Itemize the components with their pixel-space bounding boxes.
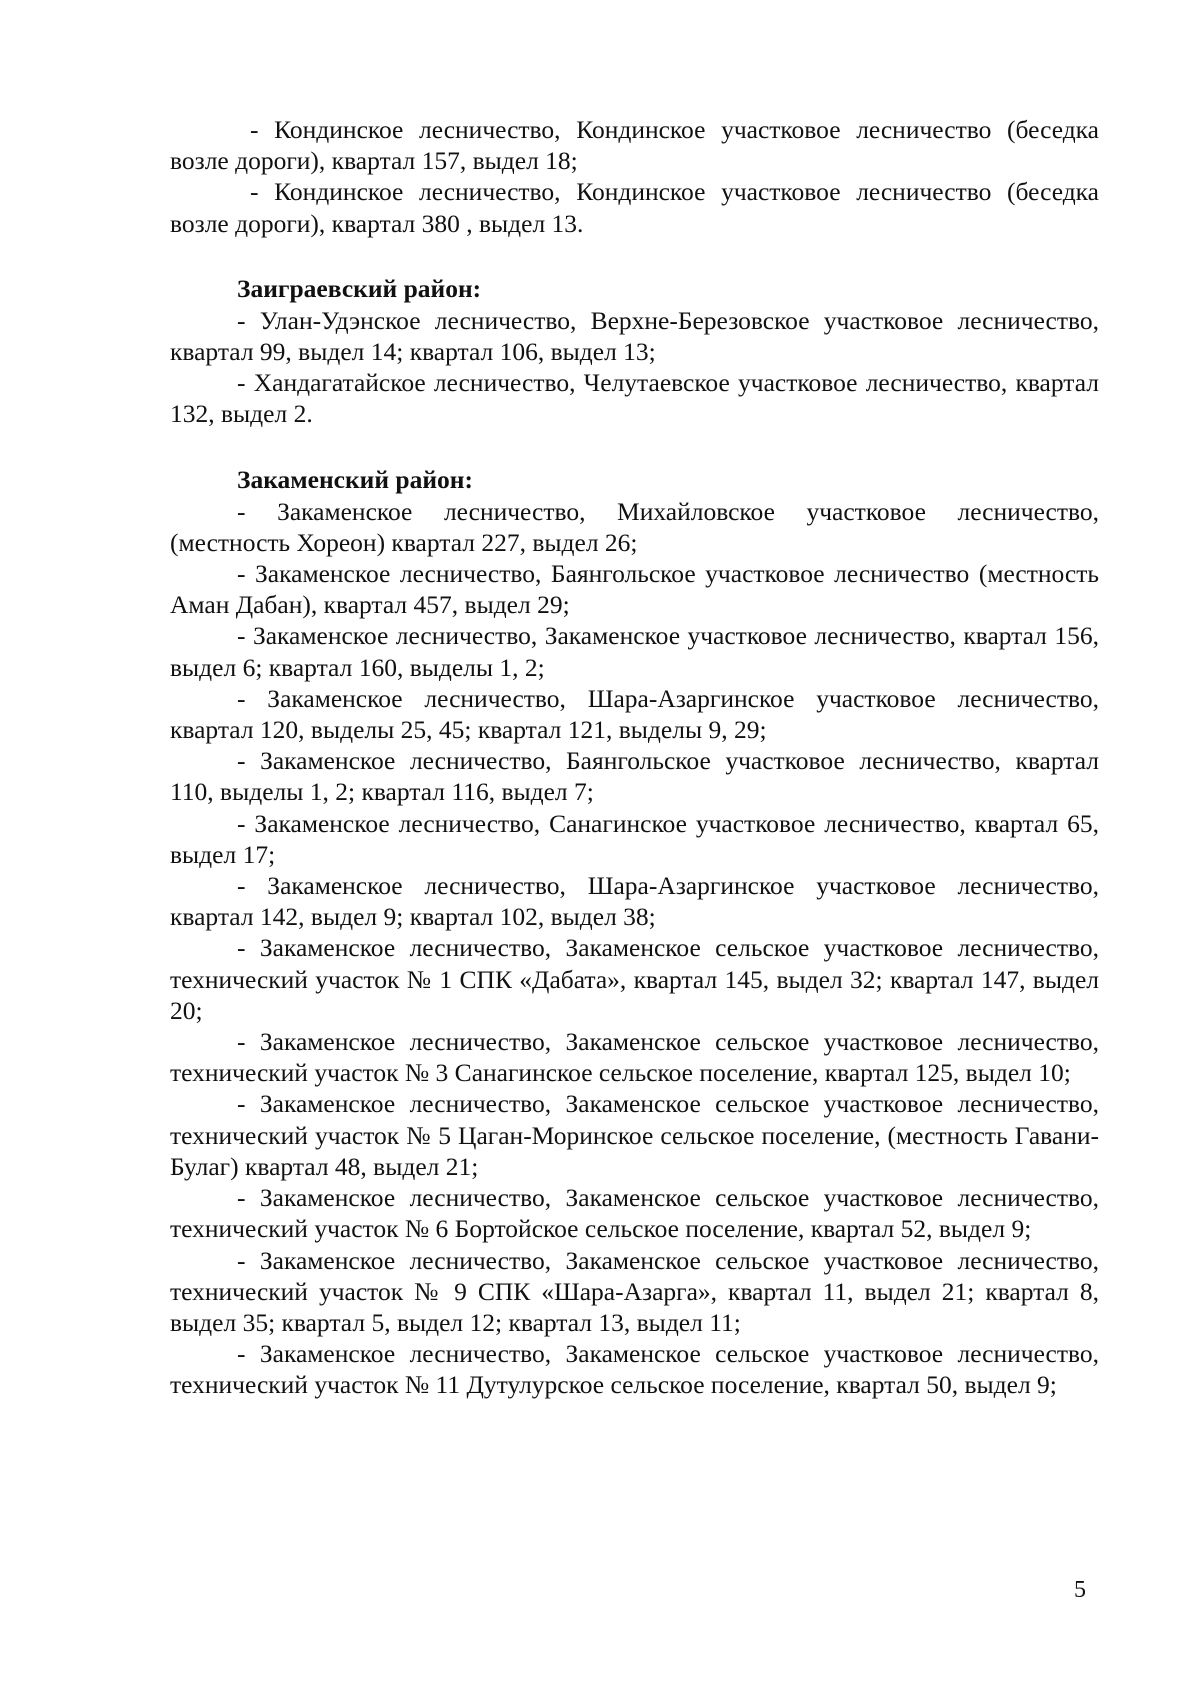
intro-paragraph-1: - Кондинское лесничество, Кондинское участковое лесничество (беседка возле дороги), квартал 157, выдел 18; <box>170 115 1099 176</box>
list-item: - Закаменское лесничество, Шара-Азаргинское участковое лесничество, квартал 142, выдел 9; квартал 102, выдел 38; <box>170 871 1099 932</box>
list-item: - Закаменское лесничество, Закаменское сельское участковое лесничество, технический участок № 5 Цаган-Моринское сельское поселение, (местность Гавани-Булаг) квартал 48, выдел 21; <box>170 1089 1099 1181</box>
list-item: - Закаменское лесничество, Санагинское участковое лесничество, квартал 65, выдел 17; <box>170 808 1099 869</box>
section-zakamensky <box>170 463 1099 1401</box>
section-heading-zakamensky: Закаменский район: <box>237 464 473 494</box>
list-item: - Закаменское лесничество, Закаменское сельское участковое лесничество, технический участок № 6 Бортойское сельское поселение, квартал 52, выдел 9; <box>170 1183 1099 1244</box>
list-item: - Закаменское лесничество, Закаменское сельское участковое лесничество, технический участок № 11 Дутулурское сельское поселение, квартал 50, выдел 9; <box>170 1339 1099 1400</box>
section-zaigraevsky <box>170 272 1099 430</box>
page-number: 5 <box>1074 1577 1086 1603</box>
list-item: - Закаменское лесничество, Закаменское сельское участковое лесничество, технический участок № 3 Санагинское сельское поселение, квартал 125, выдел 10; <box>170 1027 1099 1088</box>
page-body <box>170 114 1099 1401</box>
list-item: - Закаменское лесничество, Закаменское сельское участковое лесничество, технический участок № 9 СПК «Шара-Азарга», квартал 11, выдел 21; квартал 8, выдел 35; квартал 5, выдел 12; квартал 13, выдел 11; <box>170 1245 1099 1337</box>
list-item: - Хандагатайское лесничество, Челутаевское участковое лесничество, квартал 132, выдел 2. <box>170 368 1099 429</box>
intro-paragraph-2: - Кондинское лесничество, Кондинское участковое лесничество (беседка возле дороги), квартал 380 , выдел 13. <box>170 177 1099 238</box>
section-heading-zaigraevsky: Заиграевский район: <box>237 273 482 303</box>
list-item: - Закаменское лесничество, Закаменское участковое лесничество, квартал 156, выдел 6; квартал 160, выделы 1, 2; <box>170 621 1099 682</box>
list-item: - Улан-Удэнское лесничество, Верхне-Березовское участковое лесничество, квартал 99, выдел 14; квартал 106, выдел 13; <box>170 305 1099 367</box>
list-item: - Закаменское лесничество, Закаменское сельское участковое лесничество, технический участок № 1 СПК «Дабата», квартал 145, выдел 32; квартал 147, выдел 20; <box>170 933 1099 1025</box>
list-item: - Закаменское лесничество, Баянгольское участковое лесничество (местность Аман Дабан), квартал 457, выдел 29; <box>170 559 1099 620</box>
list-item: - Закаменское лесничество, Баянгольское участковое лесничество, квартал 110, выделы 1, 2; квартал 116, выдел 7; <box>170 746 1099 807</box>
list-item: - Закаменское лесничество, Шара-Азаргинское участковое лесничество, квартал 120, выделы 25, 45; квартал 121, выделы 9, 29; <box>170 683 1099 745</box>
list-item: - Закаменское лесничество, Михайловское участковое лесничество, (местность Хореон) квартал 227, выдел 26; <box>170 496 1099 557</box>
